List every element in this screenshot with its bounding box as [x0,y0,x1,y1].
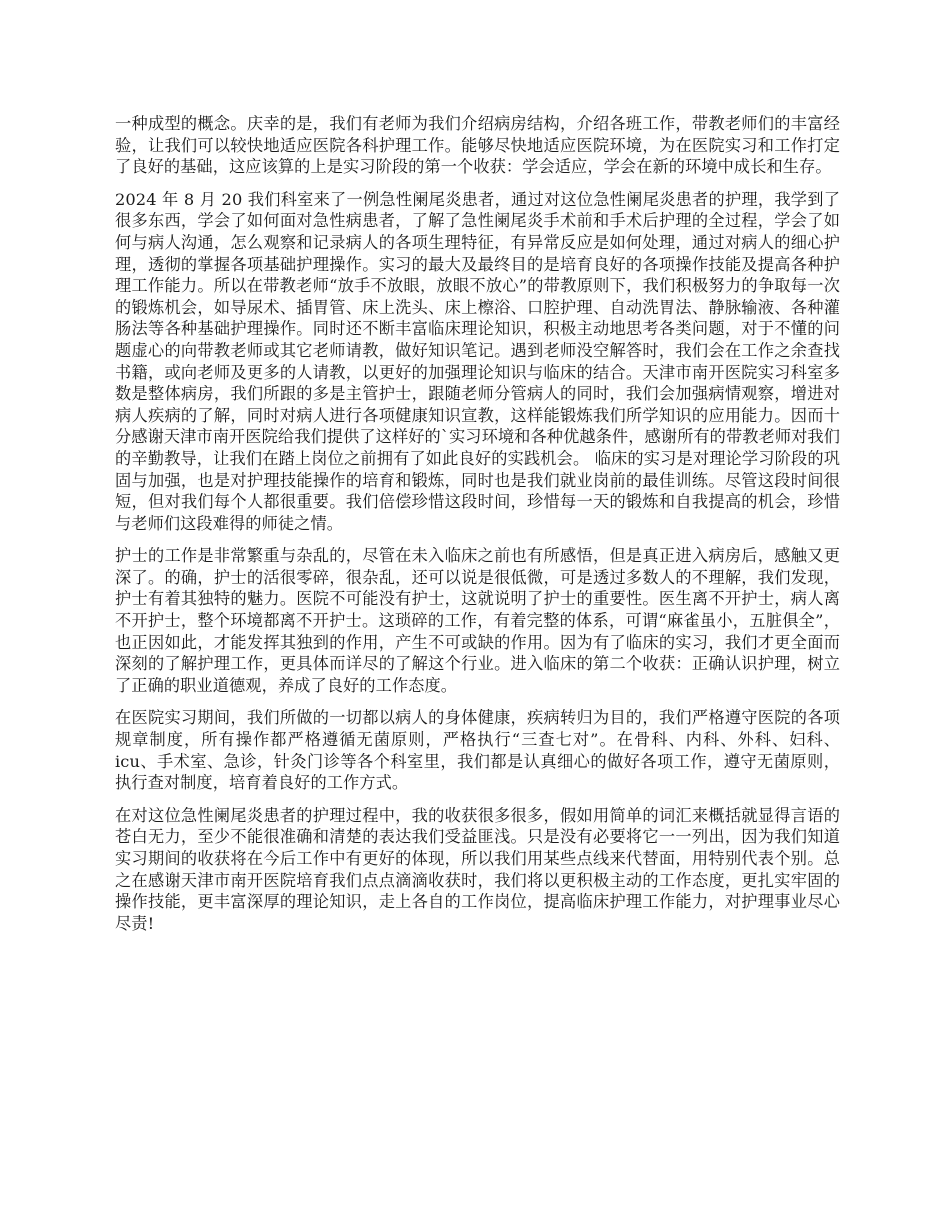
paragraph-2: 2024 年 8 月 20 我们科室来了一例急性阑尾炎患者，通过对这位急性阑尾炎患者的护理，我学到了很多东西，学会了如何面对急性病患者，了解了急性阑尾炎手术前和手术后护理的全过程，学会了如何与病人沟通，怎么观察和记录病人的各项生理特征，有异常反应是如何处理，通过对病人的细心护理，透彻的掌握各项基础护理操作。实习的最大及最终目的是培育良好的各项操作技能及提高各种护理工作能力。所以在带教老师“放手不放眼，放眼不放心”的带教原则下，我们积极努力的争取每一次的锻炼机会，如导尿术、插胃管、床上洗头、床上檫浴、口腔护理、自动洗胃法、静脉输液、各种灌肠法等各种基础护理操作。同时还不断丰富临床理论知识，积极主动地思考各类问题，对于不懂的问题虚心的向带教老师或其它老师请教，做好知识笔记。遇到老师没空解答时，我们会在工作之余查找书籍，或向老师及更多的人请教，以更好的加强理论知识与临床的结合。天津市南开医院实习科室多数是整体病房，我们所跟的多是主管护士，跟随老师分管病人的同时，我们会加强病情观察，增进对病人疾病的了解，同时对病人进行各项健康知识宣教，这样能锻炼我们所学知识的应用能力。因而十分感谢天津市南开医院给我们提供了这样好的`实习环境和各种优越条件，感谢所有的带教老师对我们的辛勤教导，让我们在踏上岗位之前拥有了如此良好的实践机会。 临床的实习是对理论学习阶段的巩固与加强，也是对护理技能操作的培育和锻炼，同时也是我们就业岗前的最佳训练。尽管这段时间很短，但对我们每个人都很重要。我们倍偿珍惜这段时间，珍惜每一天的锻炼和自我提高的机会，珍惜与老师们这段难得的师徒之情。 [115,189,840,533]
paragraph-1: 一种成型的概念。庆幸的是，我们有老师为我们介绍病房结构，介绍各班工作，带教老师们的丰富经验，让我们可以较快地适应医院各科护理工作。能够尽快地适应医院环境，为在医院实习和工作打定了良好的基础，这应该算的上是实习阶段的第一个收获：学会适应，学会在新的环境中成长和生存。 [115,114,840,177]
paragraph-4: 在医院实习期间，我们所做的一切都以病人的身体健康，疾病转归为目的，我们严格遵守医院的各项规章制度，所有操作都严格遵循无菌原则，严格执行“三查七对”。在骨科、内科、外科、妇科、icu、手术室、急诊，针灸门诊等各个科室里，我们都是认真细心的做好各项工作，遵守无菌原则，执行查对制度，培育着良好的工作方式。 [115,708,840,793]
document-body [115,113,840,945]
paragraph-3: 护士的工作是非常繁重与杂乱的，尽管在未入临床之前也有所感悟，但是真正进入病房后，感触又更深了。的确，护士的活很零碎，很杂乱，还可以说是很低微，可是透过多数人的不理解，我们发现，护士有着其独特的魅力。医院不可能没有护士，这就说明了护士的重要性。医生离不开护士，病人离不开护士，整个环境都离不开护士。这琐碎的工作，有着完整的体系，可谓“麻雀虽小，五脏俱全”，也正因如此，才能发挥其独到的作用，产生不可或缺的作用。因为有了临床的实习，我们才更全面而深刻的了解护理工作，更具体而详尽的了解这个行业。进入临床的第二个收获：正确认识护理，树立了正确的职业道德观，养成了良好的工作态度。 [115,546,840,695]
paragraph-5: 在对这位急性阑尾炎患者的护理过程中，我的收获很多很多，假如用简单的词汇来概括就显得言语的苍白无力，至少不能很准确和清楚的表达我们受益匪浅。只是没有必要将它一一列出，因为我们知道实习期间的收获将在今后工作中有更好的体现，所以我们用某些点线来代替面，用特别代表个别。总之在感谢天津市南开医院培育我们点点滴滴收获时，我们将以更积极主动的工作态度，更扎实牢固的操作技能，更丰富深厚的理论知识，走上各自的工作岗位，提高临床护理工作能力，对护理事业尽心尽责! [115,805,840,933]
